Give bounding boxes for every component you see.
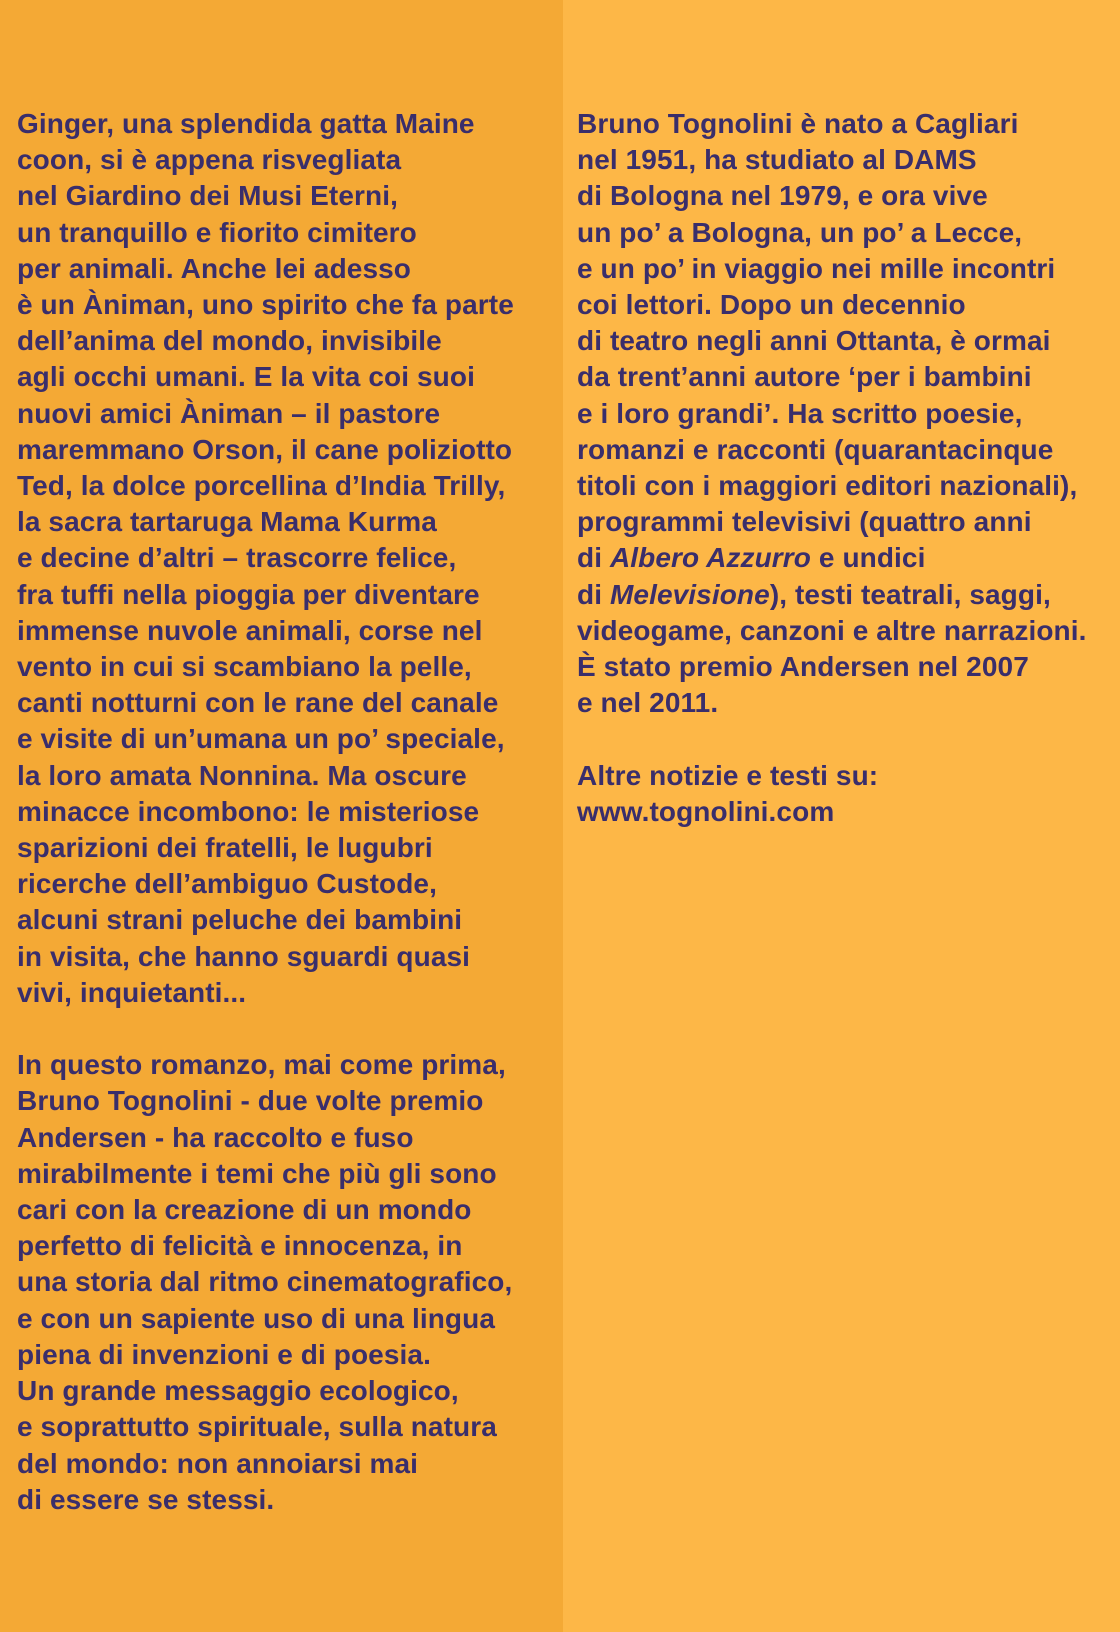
text-fragment: di: [577, 542, 610, 574]
text-line: e visite di un’umana un po’ speciale,: [17, 723, 505, 755]
text-line: fra tuffi nella pioggia per diventare: [17, 578, 480, 610]
text-line: coi lettori. Dopo un decennio: [577, 289, 966, 321]
text-line: per animali. Anche lei adesso: [17, 252, 412, 284]
text-fragment: ), testi teatrali, saggi,: [769, 578, 1051, 610]
text-line: è un Àniman, uno spirito che fa parte: [17, 289, 514, 321]
text-line: romanzi e racconti (quarantacinque: [577, 433, 1054, 465]
text-line: la sacra tartaruga Mama Kurma: [17, 506, 437, 538]
text-line: minacce incombono: le misteriose: [17, 795, 480, 827]
text-fragment: e undici: [811, 542, 926, 574]
text-line: piena di invenzioni e di poesia.: [17, 1338, 431, 1370]
text-line-albero: [577, 540, 1112, 576]
text-line: del mondo: non annoiarsi mai: [17, 1447, 419, 1479]
text-line: Ginger, una splendida gatta Maine: [17, 108, 475, 139]
text-line: in visita, che hanno sguardi quasi: [17, 940, 471, 972]
text-line: Ted, la dolce porcellina d’India Trilly,: [17, 470, 506, 502]
text-line: Un grande messaggio ecologico,: [17, 1375, 459, 1407]
text-line: cari con la creazione di un mondo: [17, 1194, 472, 1226]
text-line: e soprattutto spirituale, sulla natura: [17, 1411, 497, 1443]
text-line: e i loro grandi’. Ha scritto poesie,: [577, 397, 1023, 429]
more-info-label: Altre notizie e testi su:: [577, 759, 879, 791]
text-line: nel 1951, ha studiato al DAMS: [577, 144, 977, 176]
text-line-melevisione: [577, 577, 1112, 613]
text-line: di Bologna nel 1979, e ora vive: [577, 180, 988, 212]
text-line: vivi, inquietanti...: [17, 976, 247, 1008]
text-fragment: di: [577, 578, 610, 610]
text-line: canti notturni con le rane del canale: [17, 687, 499, 719]
text-line: e decine d’altri – trascorre felice,: [17, 542, 457, 574]
text-line: di essere se stessi.: [17, 1483, 275, 1515]
text-line: È stato premio Andersen nel 2007: [577, 651, 1029, 683]
text-line: nuovi amici Àniman – il pastore: [17, 397, 441, 429]
tv-title-melevisione: Melevisione: [609, 578, 770, 610]
text-line: e con un sapiente uso di una lingua: [17, 1302, 495, 1334]
text-line: mirabilmente i temi che più gli sono: [17, 1157, 497, 1189]
text-line: dell’anima del mondo, invisibile: [17, 325, 442, 357]
text-line: agli occhi umani. E la vita coi suoi: [17, 361, 475, 393]
text-line: Andersen - ha raccolto e fuso: [17, 1121, 414, 1153]
text-line: programmi televisivi (quattro anni: [577, 506, 1032, 538]
paragraph-gap: [17, 1011, 557, 1047]
text-line: un po’ a Bologna, un po’ a Lecce,: [577, 216, 1023, 248]
paragraph-gap: [577, 721, 1112, 757]
author-bio-column: [577, 106, 1112, 830]
text-line: un tranquillo e fiorito cimitero: [17, 216, 417, 248]
text-line: e nel 2011.: [577, 687, 719, 719]
synopsis-paragraph-1: [17, 106, 557, 1011]
text-line: di teatro negli anni Ottanta, è ormai: [577, 325, 1051, 357]
synopsis-column: [17, 106, 557, 1518]
text-line: nel Giardino dei Musi Eterni,: [17, 180, 398, 212]
text-line: la loro amata Nonnina. Ma oscure: [17, 759, 467, 791]
text-line: maremmano Orson, il cane poliziotto: [17, 433, 513, 465]
synopsis-paragraph-2: [17, 1047, 557, 1518]
text-line: titoli con i maggiori editori nazionali),: [577, 470, 1078, 502]
text-line: coon, si è appena risvegliata: [17, 144, 402, 176]
text-line: sparizioni dei fratelli, le lugubri: [17, 832, 433, 864]
website-link[interactable]: www.tognolini.com: [577, 795, 835, 827]
text-line: ricerche dell’ambiguo Custode,: [17, 868, 437, 900]
text-line: una storia dal ritmo cinematografico,: [17, 1266, 513, 1298]
author-bio-paragraph: [577, 106, 1112, 721]
text-line: perfetto di felicità e innocenza, in: [17, 1230, 463, 1262]
text-line: e un po’ in viaggio nei mille incontri: [577, 252, 1056, 284]
text-line: da trent’anni autore ‘per i bambini: [577, 361, 1032, 393]
text-line: alcuni strani peluche dei bambini: [17, 904, 463, 936]
text-line: vento in cui si scambiano la pelle,: [17, 651, 472, 683]
tv-title-albero-azzurro: Albero Azzurro: [609, 542, 812, 574]
text-line: Bruno Tognolini è nato a Cagliari: [577, 108, 1019, 139]
text-line: In questo romanzo, mai come prima,: [17, 1049, 506, 1081]
text-line: immense nuvole animali, corse nel: [17, 614, 483, 646]
text-line: Bruno Tognolini - due volte premio: [17, 1085, 484, 1117]
text-line: videogame, canzoni e altre narrazioni.: [577, 614, 1087, 646]
